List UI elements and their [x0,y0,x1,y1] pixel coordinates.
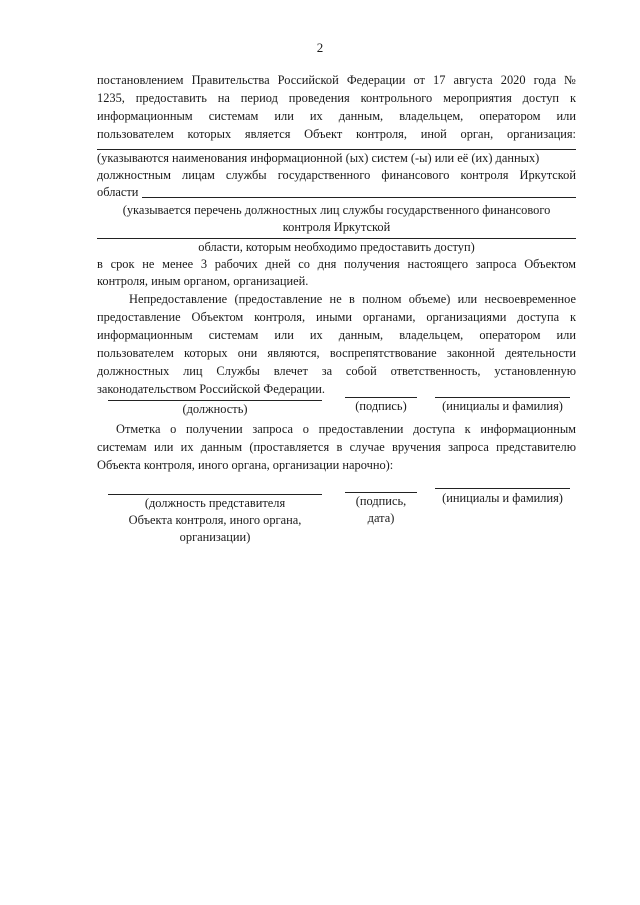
para4-line-2: предоставление Объектом контроля, иными органами, организациями доступа к [97,310,576,324]
sig2-signature-caption-line-2: дата) [367,511,395,525]
sig1-name-caption: (инициалы и фамилия) [442,399,563,413]
para3-line-2: контроля, иным органом, организацией. [97,274,309,288]
sig2-name-caption: (инициалы и фамилия) [442,491,563,505]
para4-line-6: законодательством Российской Федерации. [97,382,326,396]
sig2-signature-caption-line-1: (подпись, [355,494,407,508]
hint-systems: (указываются наименования информационной (ых) систем (-ы) или её (их) данных) [97,151,540,165]
sig2-position-caption-line-2: Объекта контроля, иного органа, [128,513,302,527]
para2-line-2: области [97,185,139,199]
sig2-name-line [435,488,570,489]
para5-line-1: Отметка о получении запроса о предоставлении доступа к информационным [116,422,576,436]
sig1-position-caption: (должность) [182,402,248,416]
para1-line-2: 1235, предоставить на период проведения контрольного мероприятия доступ к [97,91,576,105]
para1-line-3: информационным системам или их данным, владельцем, оператором или [97,109,576,123]
para4-line-4: пользователем которых они являются, воспрепятствование законной деятельности [97,346,576,360]
hint-officials-line-2: контроля Иркутской [282,220,391,234]
para2-line-1: должностным лицам службы государственного финансового контроля Иркутской [97,168,576,182]
sig2-position-caption-line-1: (должность представителя [144,496,286,510]
hint-officials-line-1: (указывается перечень должностных лиц службы государственного финансового [122,203,551,217]
para1-line-1: постановлением Правительства Российской Федерации от 17 августа 2020 года № [97,73,576,87]
para3-line-1: в срок не менее 3 рабочих дней со дня получения настоящего запроса Объектом [97,257,576,271]
sig2-position-caption-line-3: организации) [179,530,251,544]
para1-line-4: пользователем которых является Объект контроля, иной орган, организация: [97,127,576,141]
para5-line-2: системам или их данным (проставляется в случае вручения запроса представителю [97,440,576,454]
para4-line-5: должностных лиц Службы влечет за собой ответственность, установленную [97,364,576,378]
para5-line-3: Объекта контроля, иного органа, организации нарочно): [97,458,394,472]
para4-line-1: Непредоставление (предоставление не в полном объеме) или несвоевременное [129,292,576,306]
sig1-signature-caption: (подпись) [355,399,407,413]
page-number: 2 [316,40,324,55]
officials-fill-line [142,197,576,198]
para4-line-3: информационным системам или их данным, владельцем, оператором или [97,328,576,342]
hint-officials-line-3: области, которым необходимо предоставить доступ) [198,240,475,254]
